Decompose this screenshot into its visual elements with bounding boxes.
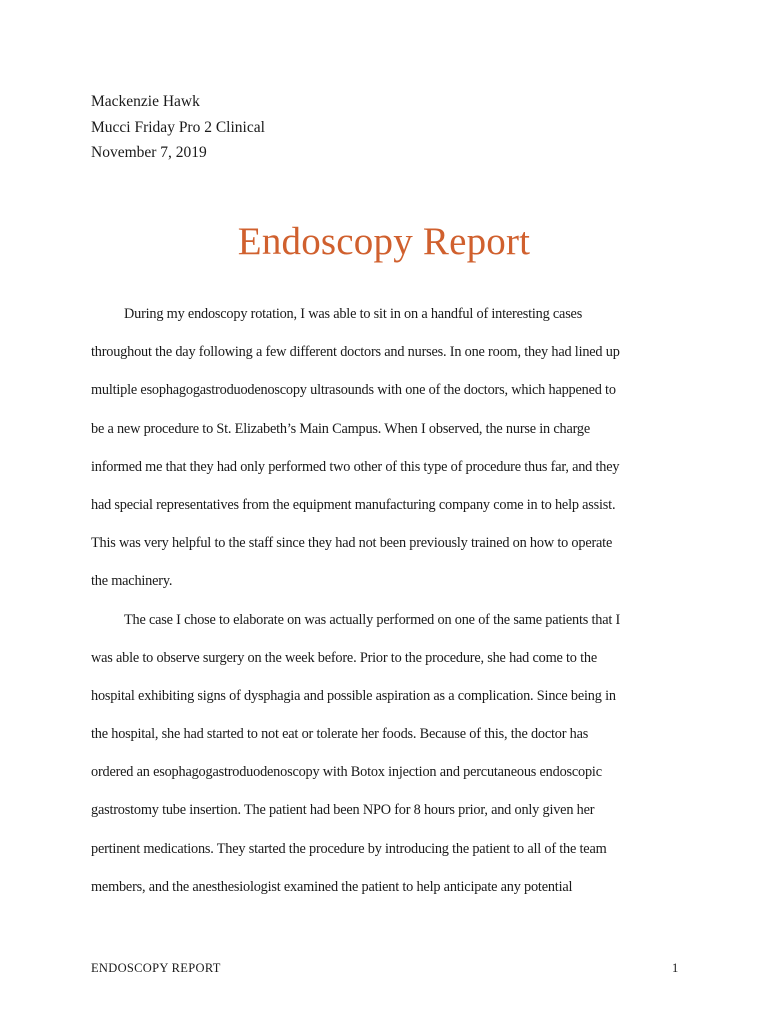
paragraph-line: ordered an esophagogastroduodenoscopy with Botox injection and percutaneous endoscopic	[91, 764, 602, 781]
paragraph-line: gastrostomy tube insertion. The patient had been NPO for 8 hours prior, and only given her	[91, 802, 595, 819]
paragraph-line: This was very helpful to the staff since they had not been previously trained on how to operate	[91, 535, 613, 552]
course-name: Mucci Friday Pro 2 Clinical	[91, 118, 265, 136]
header-block	[91, 89, 265, 166]
running-head: ENDOSCOPY REPORT	[91, 961, 221, 975]
page-number: 1	[672, 961, 679, 975]
paragraph-line: pertinent medications. They started the procedure by introducing the patient to all of the team	[91, 840, 607, 857]
document-date: November 7, 2019	[91, 144, 207, 161]
paragraph-line: hospital exhibiting signs of dysphagia and possible aspiration as a complication. Since being in	[91, 687, 616, 704]
paragraph-line: was able to observe surgery on the week before. Prior to the procedure, she had come to the	[91, 649, 597, 666]
paragraph-line: had special representatives from the equipment manufacturing company come in to help assist.	[91, 496, 616, 513]
paragraph-line: multiple esophagogastroduodenoscopy ultrasounds with one of the doctors, which happened to	[91, 382, 616, 399]
paragraph-line: the machinery.	[91, 573, 173, 590]
author-name: Mackenzie Hawk	[91, 93, 200, 110]
paragraph-line: informed me that they had only performed two other of this type of procedure thus far, and they	[91, 458, 620, 475]
paragraph-line: During my endoscopy rotation, I was able to sit in on a handful of interesting cases	[124, 306, 583, 322]
paragraph-line: members, and the anesthesiologist examined the patient to help anticipate any potential	[91, 878, 573, 895]
document-title: Endoscopy Report	[237, 220, 531, 263]
paragraph-line: the hospital, she had started to not eat or tolerate her foods. Because of this, the doctor has	[91, 726, 589, 743]
paragraph-line: throughout the day following a few different doctors and nurses. In one room, they had lined up	[91, 344, 620, 361]
paragraph-line: The case I chose to elaborate on was actually performed on one of the same patients that I	[124, 611, 621, 628]
paragraph-line: be a new procedure to St. Elizabeth’s Main Campus. When I observed, the nurse in charge	[91, 420, 590, 437]
body-text	[91, 302, 681, 913]
